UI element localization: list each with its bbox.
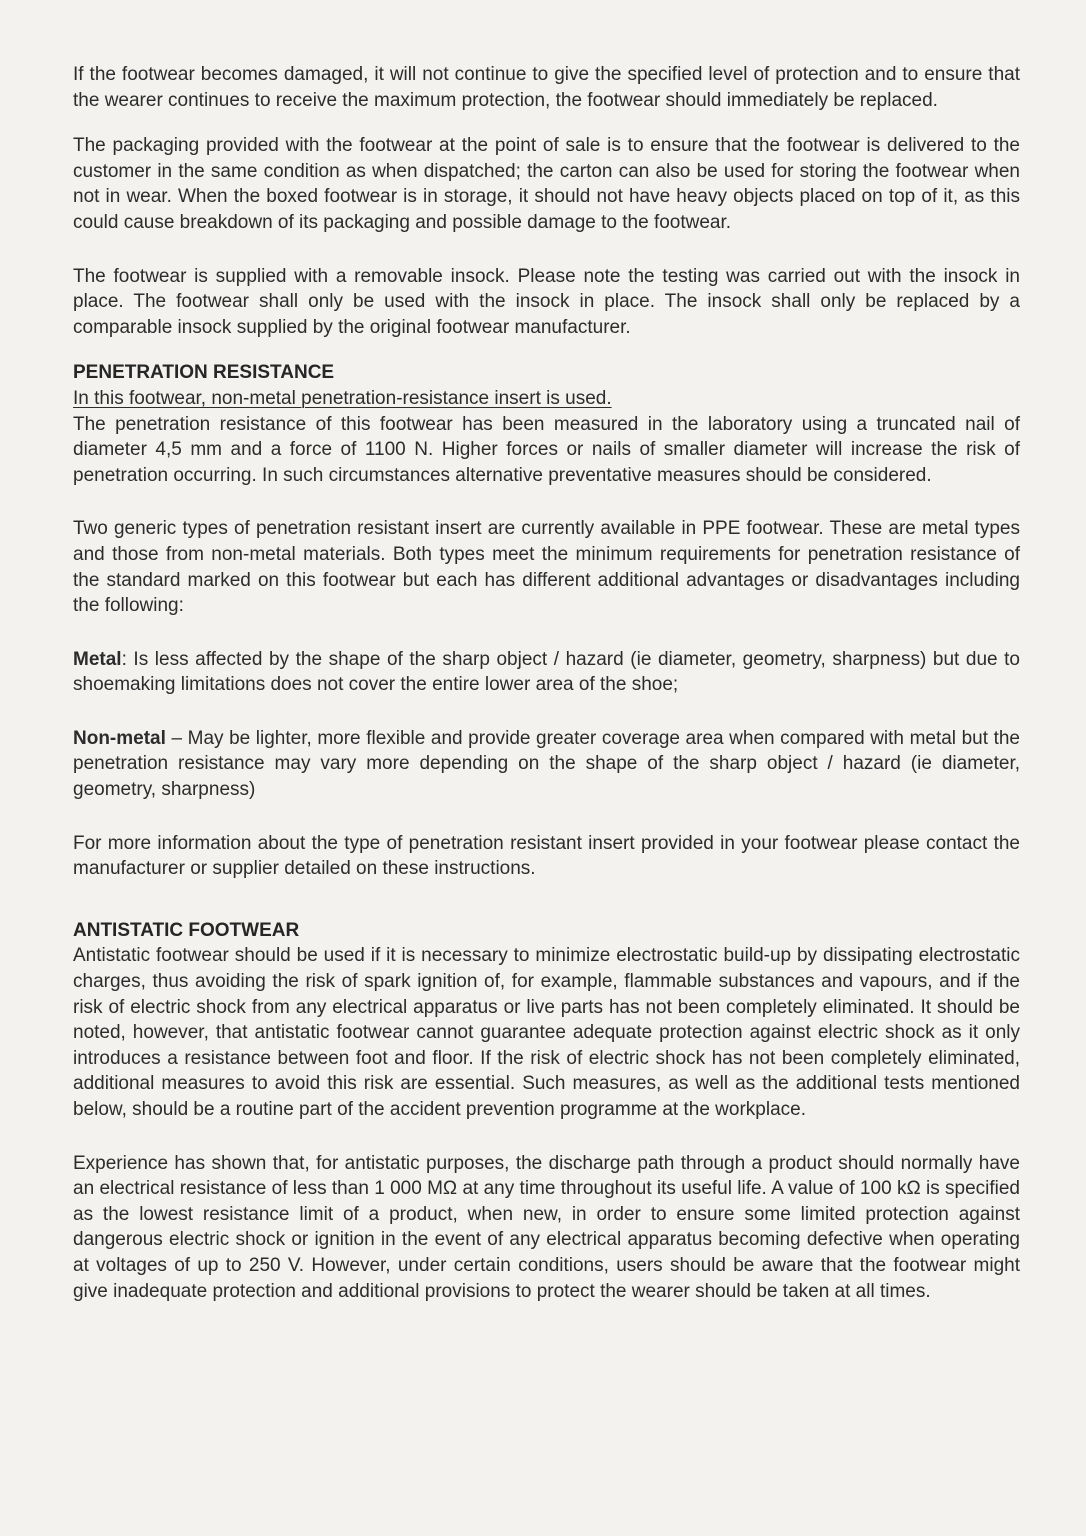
non-metal-paragraph xyxy=(73,726,1020,803)
metal-description: : Is less affected by the shape of the sharp object / hazard (ie diameter, geometry, sharpness) but due to shoemaking limitations does not cover the entire lower area of the shoe; xyxy=(73,648,1020,696)
insert-types-paragraph: Two generic types of penetration resistant insert are currently available in PPE footwear. These are metal types and those from non-metal materials. Both types meet the minimum requirements for penetration resistance of the standard marked on this footwear but each has different additional advantages or disadvantages including the following: xyxy=(73,518,1020,617)
metal-label: Metal xyxy=(73,648,122,670)
penetration-resistance-section xyxy=(73,360,1020,882)
antistatic-experience-paragraph: Experience has shown that, for antistatic purposes, the discharge path through a product should normally have an electrical resistance of less than 1 000 MΩ at any time throughout its useful life. A value of 100 kΩ is specified as the lowest resistance limit of a product, when new, in order to ensure some limited protection against dangerous electric shock or ignition in the event of any electrical apparatus becoming defective when operating at voltages of up to 250 V. However, under certain conditions, users should be aware that the footwear might give inadequate protection and additional provisions to protect the wearer should be taken at all times. xyxy=(73,1152,1020,1302)
insock-paragraph: The footwear is supplied with a removable insock. Please note the testing was carried out with the insock in place. The footwear shall only be used with the insock in place. The insock shall only be replaced by a comparable insock supplied by the original footwear manufacturer. xyxy=(73,265,1020,338)
penetration-resistance-heading: PENETRATION RESISTANCE xyxy=(73,362,335,384)
metal-paragraph xyxy=(73,647,1020,698)
non-metal-label: Non-metal xyxy=(73,727,166,749)
damage-paragraph: If the footwear becomes damaged, it will not continue to give the specified level of protection and to ensure that the wearer continues to receive the maximum protection, the footwear should immediately be replaced. xyxy=(73,64,1020,111)
antistatic-heading: ANTISTATIC FOOTWEAR xyxy=(73,919,300,941)
insert-type-note: In this footwear, non-metal penetration-resistance insert is used. xyxy=(73,387,612,409)
more-info-paragraph: For more information about the type of penetration resistant insert provided in your footwear please contact the manufacturer or supplier detailed on these instructions. xyxy=(73,832,1020,880)
penetration-test-paragraph: The penetration resistance of this footwear has been measured in the laboratory using a truncated nail of diameter 4,5 mm and a force of 1100 N. Higher forces or nails of smaller diameter will increase the risk of penetration occurring. In such circumstances alternative preventative measures should be considered. xyxy=(73,413,1020,486)
antistatic-use-paragraph: Antistatic footwear should be used if it is necessary to minimize electrostatic build-up by dissipating electrostatic charges, thus avoiding the risk of spark ignition of, for example, flammable substances and vapours, and if the risk of electric shock from any electrical apparatus or live parts has not been completely eliminated. It should be noted, however, that antistatic footwear cannot guarantee adequate protection against electric shock as it only introduces a resistance between foot and floor. If the risk of electric shock has not been completely eliminated, additional measures to avoid this risk are essential. Such measures, as well as the additional tests mentioned below, should be a routine part of the accident prevention programme at the workplace. xyxy=(73,945,1020,1120)
antistatic-section xyxy=(73,918,1020,1304)
non-metal-description: – May be lighter, more flexible and provide greater coverage area when compared with metal but the penetration resistance may vary more depending on the shape of the sharp object / hazard (ie diameter, geometry, sharpness) xyxy=(73,727,1020,801)
packaging-paragraph: The packaging provided with the footwear at the point of sale is to ensure that the footwear is delivered to the customer in the same condition as when dispatched; the carton can also be used for storing the footwear when not in wear. When the boxed footwear is in storage, it should not have heavy objects placed on top of it, as this could cause breakdown of its packaging and possible damage to the footwear. xyxy=(73,135,1020,233)
